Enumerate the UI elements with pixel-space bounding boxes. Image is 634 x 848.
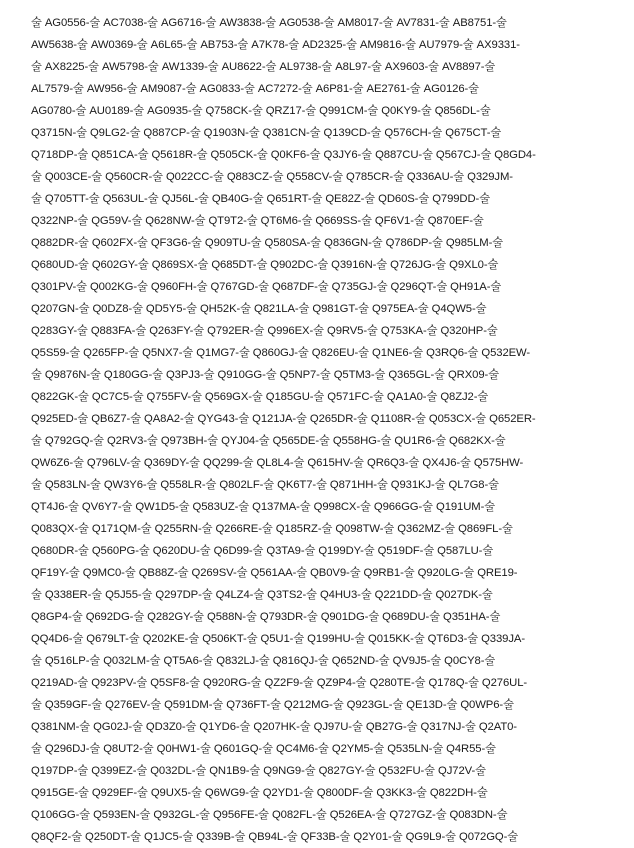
text-line: Q5S59-술 Q265FP-술 Q5NX7-술 Q1MG7-술 Q860GJ-술 Q826EU-술 Q1NE6-술 Q3RQ6-술 Q532EW- xyxy=(31,347,531,359)
text-line: 술 Q003CE-술 Q560CR-술 Q022CC-술 Q883CZ-술 Q558CV-술 Q785CR-술 Q336AU-술 Q329JM- xyxy=(31,171,513,183)
text-line: Q207GN-술 Q0DZ8-술 QD5Y5-술 QH52K-술 Q821LA-술 Q981GT-술 Q975EA-술 Q4QW5-술 xyxy=(31,303,487,315)
text-line: QT4J6-술 QV6Y7-술 QW1D5-술 Q583UZ-술 Q137MA-술 Q998CX-술 Q966GG-술 Q191UM-술 xyxy=(31,501,496,513)
text-line: AL7579-술 AW956-술 AM9087-술 AG0833-술 AC7272-술 A6P81-술 AE2761-술 AG0126-술 xyxy=(31,83,479,95)
text-line: QW6Z6-술 Q796LV-술 Q369DY-술 QQ299-술 QL8L4-술 Q615HV-술 QR6Q3-술 QX4J6-술 Q575HW- xyxy=(31,457,524,469)
document-body xyxy=(31,12,601,848)
text-line: Q8GP4-술 Q692DG-술 Q282GY-술 Q588N-술 Q793DR-술 Q901DG-술 Q689DU-술 Q351HA-술 xyxy=(31,611,501,623)
text-line: Q322NP-술 QG59V-술 Q628NW-술 QT9T2-술 QT6M6-술 Q669SS-술 QF6V1-술 Q870EF-술 xyxy=(31,215,484,227)
text-line: Q083QX-술 Q171QM-술 Q255RN-술 Q266RE-술 Q185RZ-술 Q098TW-술 Q362MZ-술 Q869FL-술 xyxy=(31,523,513,535)
text-line: Q680DR-술 Q560PG-술 Q620DU-술 Q6D99-술 Q3TA9-술 Q199DY-술 Q519DF-술 Q587LU-술 xyxy=(31,545,494,557)
text-line: AG0780-술 AU0189-술 AG0935-술 Q758CK-술 QRZ17-술 Q991CM-술 Q0KY9-술 Q856DL-술 xyxy=(31,105,491,117)
text-line: QQ4D6-술 Q679LT-술 Q202KE-술 Q506KT-술 Q5U1-술 Q199HU-술 Q015KK-술 QT6D3-술 Q339JA- xyxy=(31,633,525,645)
text-line: 술 Q792GQ-술 Q2RV3-술 Q973BH-술 QYJ04-술 Q565DE-술 Q558HG-술 QU1R6-술 Q682KX-술 xyxy=(31,435,506,447)
text-line: 술 AG0556-술 AC7038-술 AG6716-술 AW3838-술 AG0538-술 AM8017-술 AV7831-술 AB8751-술 xyxy=(31,17,507,29)
text-line: 술 Q583LN-술 QW3Y6-술 Q558LR-술 Q802LF-술 QK6T7-술 Q871HH-술 Q931KJ-술 QL7G8-술 xyxy=(31,479,499,491)
text-line: 술 Q516LP-술 Q032LM-술 QT5A6-술 Q832LJ-술 Q816QJ-술 Q652ND-술 QV9J5-술 Q0CY8-술 xyxy=(31,655,496,667)
text-line: 술 Q359GF-술 Q276EV-술 Q591DM-술 Q736FT-술 Q212MG-술 Q923GL-술 QE13D-술 Q0WP6-술 xyxy=(31,699,514,711)
text-line: 술 Q9876N-술 Q180GG-술 Q3PJ3-술 Q910GG-술 Q5NP7-술 Q5TM3-술 Q365GL-술 QRX09-술 xyxy=(31,369,500,381)
text-line: Q219AD-술 Q923PV-술 Q5SF8-술 Q920RG-술 QZ2F9-술 QZ9P4-술 Q280TE-술 Q178Q-술 Q276UL- xyxy=(31,677,528,689)
text-line: Q301PV-술 Q002KG-술 Q960FH-술 Q767GD-술 Q687DF-술 Q735GJ-술 Q296QT-술 QH91A-술 xyxy=(31,281,502,293)
text-line: Q106GG-술 Q593EN-술 Q932GL-술 Q956FE-술 Q082FL-술 Q526EA-술 Q727GZ-술 Q083DN-술 xyxy=(31,809,508,821)
text-line: Q283GY-술 Q883FA-술 Q263FY-술 Q792ER-술 Q996EX-술 Q9RV5-술 Q753KA-술 Q320HP-술 xyxy=(31,325,498,337)
text-line: Q381NM-술 QG02J-술 QD3Z0-술 Q1YD6-술 Q207HK-술 QJ97U-술 QB27G-술 Q317NJ-술 Q2AT0- xyxy=(31,721,517,733)
text-line: Q822GK-술 QC7C5-술 Q755FV-술 Q569GX-술 Q185GU-술 Q571FC-술 QA1A0-술 Q8ZJ2-술 xyxy=(31,391,489,403)
text-line: Q3715N-술 Q9LG2-술 Q887CP-술 Q1903N-술 Q381CN-술 Q139CD-술 Q576CH-술 Q675CT-술 xyxy=(31,127,502,139)
text-line: 술 Q705TT-술 Q563UL-술 QJ56L-술 QB40G-술 Q651RT-술 QE82Z-술 QD60S-술 Q799DD-술 xyxy=(31,193,491,205)
text-line: 술 Q338ER-술 Q5J55-술 Q297DP-술 Q4LZ4-술 Q3TS2-술 Q4HU3-술 Q221DD-술 Q027DK-술 xyxy=(31,589,493,601)
text-line: Q718DP-술 Q851CA-술 Q5618R-술 Q505CK-술 Q0KF6-술 Q3JY6-술 Q887CU-술 Q567CJ-술 Q8GD4- xyxy=(31,149,536,161)
text-line: Q680UD-술 Q602GY-술 Q869SX-술 Q685DT-술 Q902DC-술 Q3916N-술 Q726JG-술 Q9XL0-술 xyxy=(31,259,499,271)
text-line: AW5638-술 AW0369-술 A6L65-술 AB753-술 A7K78-술 AD2325-술 AM9816-술 AU7979-술 AX9331- xyxy=(31,39,520,51)
text-line: QF19Y-술 Q9MC0-술 QB88Z-술 Q269SV-술 Q561AA-술 QB0V9-술 Q9RB1-술 Q920LG-술 QRE19- xyxy=(31,567,518,579)
text-line: 술 Q296DJ-술 Q8UT2-술 Q0HW1-술 Q601GQ-술 QC4M6-술 Q2YM5-술 Q535LN-술 Q4R55-술 xyxy=(31,743,496,755)
text-line: Q8QF2-술 Q250DT-술 Q1JC5-술 Q339B-술 QB94L-술 QF33B-술 Q2Y01-술 QG9L9-술 Q072GQ-술 xyxy=(31,831,519,843)
text-line: Q197DP-술 Q399EZ-술 Q032DL-술 QN1B9-술 Q9NG9-술 Q827GY-술 Q532FU-술 QJ72V-술 xyxy=(31,765,486,777)
text-line: Q925ED-술 QB6Z7-술 QA8A2-술 QYG43-술 Q121JA-술 Q265DR-술 Q1108R-술 Q053CX-술 Q652ER- xyxy=(31,413,536,425)
text-line: Q915GE-술 Q929EF-술 Q9UX5-술 Q6WG9-술 Q2YD1-술 Q800DF-술 Q3KK3-술 Q822DH-술 xyxy=(31,787,488,799)
text-line: 술 AX8225-술 AW5798-술 AW1339-술 AU8622-술 AL9738-술 A8L97-술 AX9603-술 AV8897-술 xyxy=(31,61,496,73)
text-line: Q882DR-술 Q602FX-술 QF3G6-술 Q909TU-술 Q580SA-술 Q836GN-술 Q786DP-술 Q985LM-술 xyxy=(31,237,504,249)
